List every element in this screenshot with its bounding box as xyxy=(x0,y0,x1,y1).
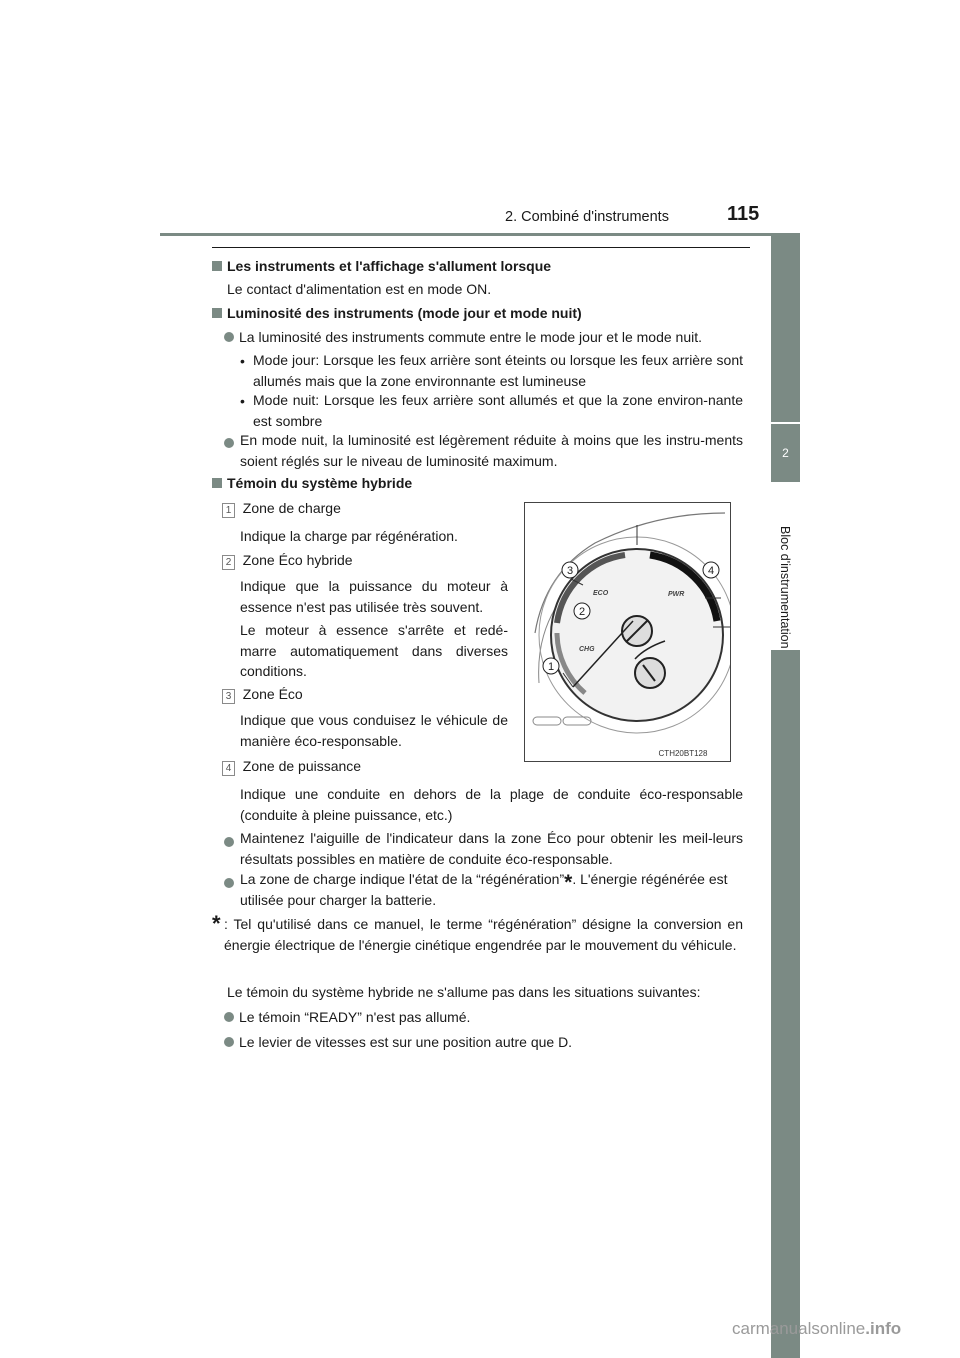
callout-1: 1 xyxy=(547,661,555,673)
square-bullet-icon xyxy=(212,261,222,271)
figure-code: CTH20BT128 xyxy=(658,749,708,758)
callout-2: 2 xyxy=(578,606,586,618)
paragraph-not-lit: Le témoin du système hybride ne s'allume pas dans les situations suivantes: xyxy=(227,984,701,1000)
footnote-mark: * xyxy=(212,911,221,936)
item-zone-eco: 3 Zone Éco xyxy=(222,685,303,704)
item-zone-eco-hybrid: 2 Zone Éco hybride xyxy=(222,551,353,570)
gauge-illustration xyxy=(525,503,730,761)
eco-zone-label: ECO xyxy=(593,590,609,597)
item-zone-power-desc: Indique une conduite en dehors de la plage de conduite éco-responsable (conduite à pleine puissance, etc.) xyxy=(240,786,743,823)
sub-bullet-marker: • xyxy=(240,353,245,369)
chapter-title: Bloc d'instrumentation xyxy=(778,526,792,649)
item-zone-charge: 1 Zone de charge xyxy=(222,499,341,518)
header-rule xyxy=(160,233,800,236)
section-rule xyxy=(212,247,750,248)
callout-4: 4 xyxy=(707,565,715,577)
callout-number: 1 xyxy=(222,503,235,518)
bullet-shift-lever: Le levier de vitesses est sur une position autre que D. xyxy=(224,1033,572,1052)
circle-bullet-icon xyxy=(224,875,239,893)
watermark: carmanualsonline.info xyxy=(732,1319,902,1338)
callout-number: 3 xyxy=(222,689,235,704)
side-bar-bottom xyxy=(771,650,800,1358)
item-zone-eco-desc: Indique que vous conduisez le véhicule de manière éco-responsable. xyxy=(240,712,508,749)
hybrid-indicator-figure xyxy=(524,502,731,762)
item-zone-eco-hybrid-desc2: Le moteur à essence s'arrête et redé-marre automatiquement dans diverses conditions. xyxy=(240,622,508,679)
charge-zone-label: CHG xyxy=(579,646,595,653)
side-bar-top xyxy=(771,234,800,422)
bullet-night-dimming: En mode nuit, la luminosité est légèrement réduite à moins que les instru-ments soient réglés sur le niveau de luminosité maximum. xyxy=(240,432,743,469)
circle-bullet-icon xyxy=(224,1037,234,1047)
paragraph-power-mode: Le contact d'alimentation est en mode ON. xyxy=(227,281,492,297)
circle-bullet-icon xyxy=(224,332,234,342)
sub-bullet-night-mode: Mode nuit: Lorsque les feux arrière sont allumés et que la zone environ-nante est sombre xyxy=(253,392,743,429)
item-zone-charge-desc: Indique la charge par régénération. xyxy=(240,528,458,544)
sub-bullet-marker: • xyxy=(240,393,245,409)
item-zone-eco-hybrid-desc: Indique que la puissance du moteur à essence n'est pas utilisée très souvent. xyxy=(240,578,508,615)
page-number: 115 xyxy=(727,203,760,225)
bullet-charge-zone: La zone de charge indique l'état de la “régénération”*. L'énergie régénérée est utilisée pour charger la batterie. xyxy=(240,871,728,908)
heading-brightness: Luminosité des instruments (mode jour et mode nuit) xyxy=(212,304,582,323)
square-bullet-icon xyxy=(212,478,222,488)
square-bullet-icon xyxy=(212,308,222,318)
chapter-tab: 2 xyxy=(771,424,800,482)
circle-bullet-icon xyxy=(224,1012,234,1022)
callout-3: 3 xyxy=(566,565,574,577)
heading-hybrid-indicator: Témoin du système hybride xyxy=(212,474,412,493)
footnote-regeneration: : Tel qu'utilisé dans ce manuel, le terme “régénération” désigne la conversion en énergie électrique de l'énergie cinétique engendrée par le mouvement du véhicule. xyxy=(224,916,743,953)
callout-number: 2 xyxy=(222,555,235,570)
bullet-brightness-switch: La luminosité des instruments commute entre le mode jour et le mode nuit. xyxy=(224,328,702,347)
circle-bullet-icon xyxy=(224,834,239,852)
circle-bullet-icon xyxy=(224,435,239,453)
bullet-keep-needle-eco: Maintenez l'aiguille de l'indicateur dans la zone Éco pour obtenir les meil-leurs résultats possibles en matière de conduite éco-responsable. xyxy=(240,830,743,867)
running-header-section: 2. Combiné d'instruments xyxy=(505,209,669,225)
item-zone-power: 4 Zone de puissance xyxy=(222,757,361,776)
callout-number: 4 xyxy=(222,761,235,776)
heading-instruments-on: Les instruments et l'affichage s'allument lorsque xyxy=(212,257,551,276)
power-zone-label: PWR xyxy=(668,591,685,598)
footnote-star: * xyxy=(564,871,573,894)
bullet-ready-off: Le témoin “READY” n'est pas allumé. xyxy=(224,1008,470,1027)
sub-bullet-day-mode: Mode jour: Lorsque les feux arrière sont éteints ou lorsque les feux arrière sont allumés mais que la zone environnante est lumineuse xyxy=(253,352,743,389)
